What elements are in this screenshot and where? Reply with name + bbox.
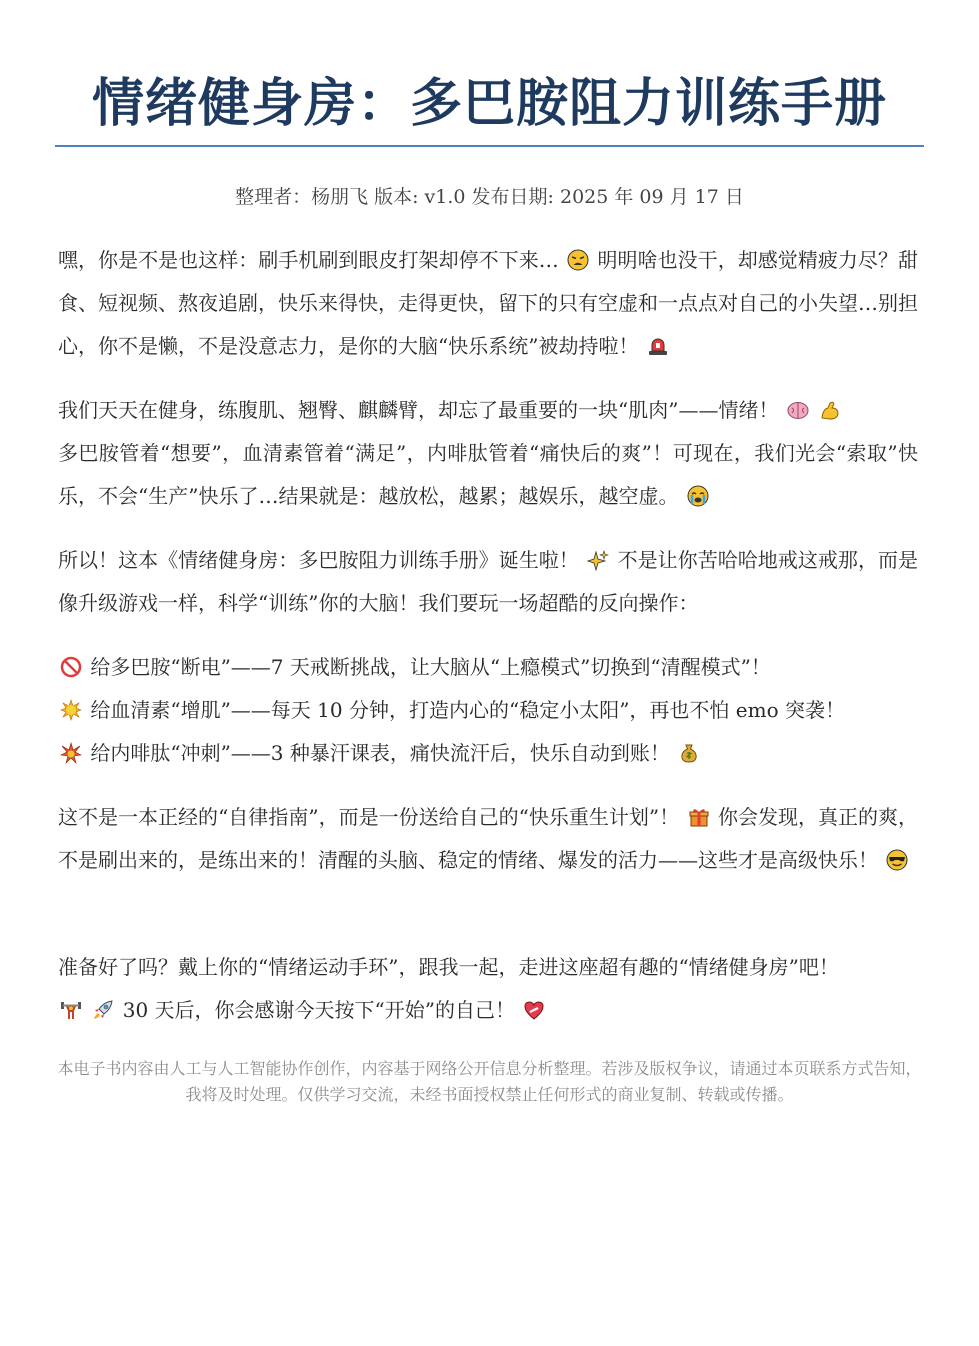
muscle-paragraph: [58, 389, 918, 518]
gift-icon: [688, 806, 710, 828]
document-meta: 整理者：杨朋飞 版本: v1.0 发布日期: 2025 年 09 月 17 日: [235, 186, 744, 208]
flexed-biceps-icon: [819, 399, 841, 421]
no-entry-icon: [60, 656, 82, 678]
paragraph-text: 嘿，你是不是也这样：刷手机刷到眼皮打架却停不下来…: [58, 248, 559, 272]
paragraph-text: 所以！这本《情绪健身房：多巴胺阻力训练手册》诞生啦！: [58, 548, 579, 572]
mending-heart-icon: [523, 999, 545, 1021]
paragraph-text: 不是让你苦哈哈地戒这戒那，而是像升级游戏一样，科学“训练”你的大脑！我们要玩一场超酷的反向操作：: [58, 548, 919, 615]
siren-icon: [647, 335, 669, 357]
crying-face-icon: [687, 485, 709, 507]
sparkles-icon: [587, 549, 609, 571]
list-item-text: 给内啡肽“冲刺”——3 种暴汗课表，痛快流汗后，快乐自动到账！: [90, 741, 670, 765]
call-to-action-paragraph: [58, 946, 918, 1032]
sun-icon: [60, 699, 82, 721]
list-item: [58, 646, 918, 689]
tired-face-icon: [567, 249, 589, 271]
collision-icon: [60, 742, 82, 764]
money-bag-icon: [678, 742, 700, 764]
intro-paragraph: [58, 239, 918, 368]
sunglasses-face-icon: [886, 849, 908, 871]
paragraph-text: 你会发现，真正的爽，不是刷出来的，是练出来的！清醒的头脑、稳定的情绪、爆发的活力——这些才是高级快乐！: [58, 805, 919, 872]
document-title: 情绪健身房：多巴胺阻力训练手册: [91, 74, 887, 134]
paragraph-text: 明明啥也没干，却感觉精疲力尽？甜食、短视频、熬夜追剧，快乐来得快，走得更快，留下的只有空虚和一点点对自己的小失望…别担心，你不是懒，不是没意志力，是你的大脑“快乐系统”被劫持啦！: [58, 248, 918, 358]
rocket-icon: [92, 999, 114, 1021]
copyright-notice: 本电子书内容由人工与人工智能协作创作，内容基于网络公开信息分析整理。若涉及版权争议，请通过本页联系方式告知，我将及时处理。仅供学习交流，未经书面授权禁止任何形式的商业复制、转载或传播。: [57, 1059, 922, 1104]
weightlifter-icon: [60, 999, 82, 1021]
list-item: [58, 732, 918, 775]
paragraph-text: 多巴胺管着“想要”，血清素管着“满足”，内啡肽管着“痛快后的爽”！可现在，我们光会“索取”快乐，不会“生产”快乐了…结果就是：越放松，越累；越娱乐，越空虚。: [58, 441, 918, 508]
paragraph-text: 我们天天在健身，练腹肌、翘臀、麒麟臂，却忘了最重要的一块“肌肉”——情绪！: [58, 398, 779, 422]
title-divider: [55, 145, 924, 147]
list-item-text: 给血清素“增肌”——每天 10 分钟，打造内心的“稳定小太阳”，再也不怕 emo 突袭！: [90, 698, 845, 722]
handbook-paragraph: [58, 539, 918, 625]
training-list: [58, 646, 918, 775]
brain-icon: [787, 399, 809, 421]
paragraph-text: 这不是一本正经的“自律指南”，而是一份送给自己的“快乐重生计划”！: [58, 805, 680, 829]
list-item-text: 给多巴胺“断电”——7 天戒断挑战，让大脑从“上瘾模式”切换到“清醒模式”！: [90, 655, 771, 679]
paragraph-text: 准备好了吗？戴上你的“情绪运动手环”，跟我一起，走进这座超有趣的“情绪健身房”吧！: [58, 955, 839, 979]
list-item: [58, 689, 918, 732]
rebirth-paragraph: [58, 796, 918, 882]
paragraph-text: 30 天后，你会感谢今天按下“开始”的自己！: [122, 998, 515, 1022]
